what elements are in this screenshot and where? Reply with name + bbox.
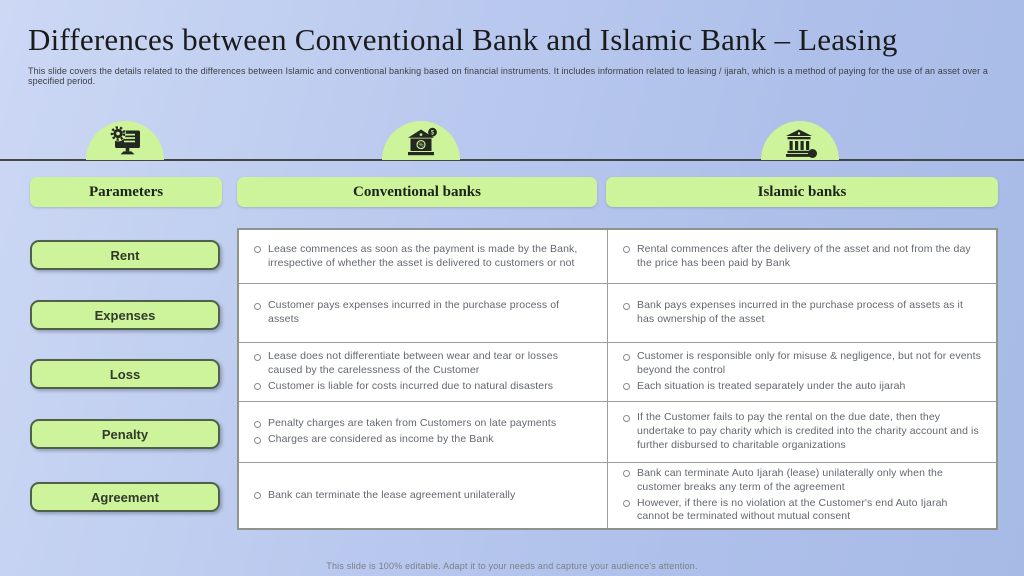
- settings-monitor-icon: [105, 126, 145, 159]
- bullet-item: However, if there is no violation at the Customer's end Auto Ijarah cannot be terminated without mutual consent: [620, 497, 982, 525]
- bullet-item: Customer is liable for costs incurred due to natural disasters: [251, 380, 593, 394]
- cell-loss-islamic: [608, 343, 996, 401]
- bullet-item: Bank can terminate the lease agreement unilaterally: [251, 489, 593, 503]
- parameter-button-penalty: Penalty: [30, 419, 220, 449]
- table-row-loss: [239, 343, 996, 402]
- islamic-icon-badge: [761, 121, 839, 160]
- bullet-item: Charges are considered as income by the Bank: [251, 433, 593, 447]
- table-row-agreement: [239, 463, 996, 528]
- table-row-expenses: [239, 284, 996, 343]
- bullet-item: Lease does not differentiate between wear and tear or losses caused by the carelessness of the Customer: [251, 350, 593, 378]
- cell-rent-islamic: [608, 230, 996, 283]
- bullet-item: If the Customer fails to pay the rental on the due date, then they undertake to pay charity which is credited into the charity account and is further disbursed to charitable organizations: [620, 411, 982, 453]
- bullet-item: Penalty charges are taken from Customers on late payments: [251, 417, 593, 431]
- conventional-icon-badge: [382, 121, 460, 160]
- cell-agreement-islamic: [608, 463, 996, 528]
- cell-rent-conventional: [239, 230, 608, 283]
- page-title: Differences between Conventional Bank and Islamic Bank – Leasing: [28, 22, 898, 57]
- cell-expenses-conventional: [239, 284, 608, 342]
- bank-dollar-percent-icon: [401, 127, 441, 159]
- slide-subtitle: This slide covers the details related to the differences between Islamic and conventional banking based on financial instruments. It includes information related to leasing / ijarah, which is a method of paying for the use of an asset over a specified period.: [28, 66, 988, 86]
- bullet-item: Each situation is treated separately under the auto ijarah: [620, 380, 982, 394]
- parameter-button-loss: Loss: [30, 359, 220, 389]
- bullet-item: Bank can terminate Auto Ijarah (lease) unilaterally only when the customer breaks any term of the agreement: [620, 467, 982, 495]
- bullet-item: Bank pays expenses incurred in the purchase process of assets as it has ownership of the asset: [620, 299, 982, 327]
- parameter-button-rent: Rent: [30, 240, 220, 270]
- comparison-table: [237, 228, 998, 530]
- bullet-item: Customer is responsible only for misuse & negligence, but not for events beyond the control: [620, 350, 982, 378]
- svg-text:%: %: [418, 142, 424, 149]
- cell-loss-conventional: [239, 343, 608, 401]
- footer-note: This slide is 100% editable. Adapt it to your needs and capture your audience's attention.: [326, 561, 698, 571]
- bullet-item: Lease commences as soon as the payment is made by the Bank, irrespective of whether the asset is delivered to customers or not: [251, 243, 593, 271]
- table-row-rent: [239, 230, 996, 284]
- table-row-penalty: [239, 402, 996, 463]
- bullet-item: Rental commences after the delivery of the asset and not from the day the price has been paid by Bank: [620, 243, 982, 271]
- bullet-item: Customer pays expenses incurred in the purchase process of assets: [251, 299, 593, 327]
- cell-agreement-conventional: [239, 463, 608, 528]
- parameters-icon-badge: [86, 121, 164, 160]
- bank-building-icon: [780, 128, 820, 159]
- column-header-islamic: Islamic banks: [606, 177, 998, 207]
- parameter-button-expenses: Expenses: [30, 300, 220, 330]
- cell-expenses-islamic: [608, 284, 996, 342]
- parameter-button-agreement: Agreement: [30, 482, 220, 512]
- column-header-conventional: Conventional banks: [237, 177, 597, 207]
- column-header-parameters: Parameters: [30, 177, 222, 207]
- svg-text:$: $: [430, 129, 435, 137]
- cell-penalty-islamic: [608, 402, 996, 462]
- cell-penalty-conventional: [239, 402, 608, 462]
